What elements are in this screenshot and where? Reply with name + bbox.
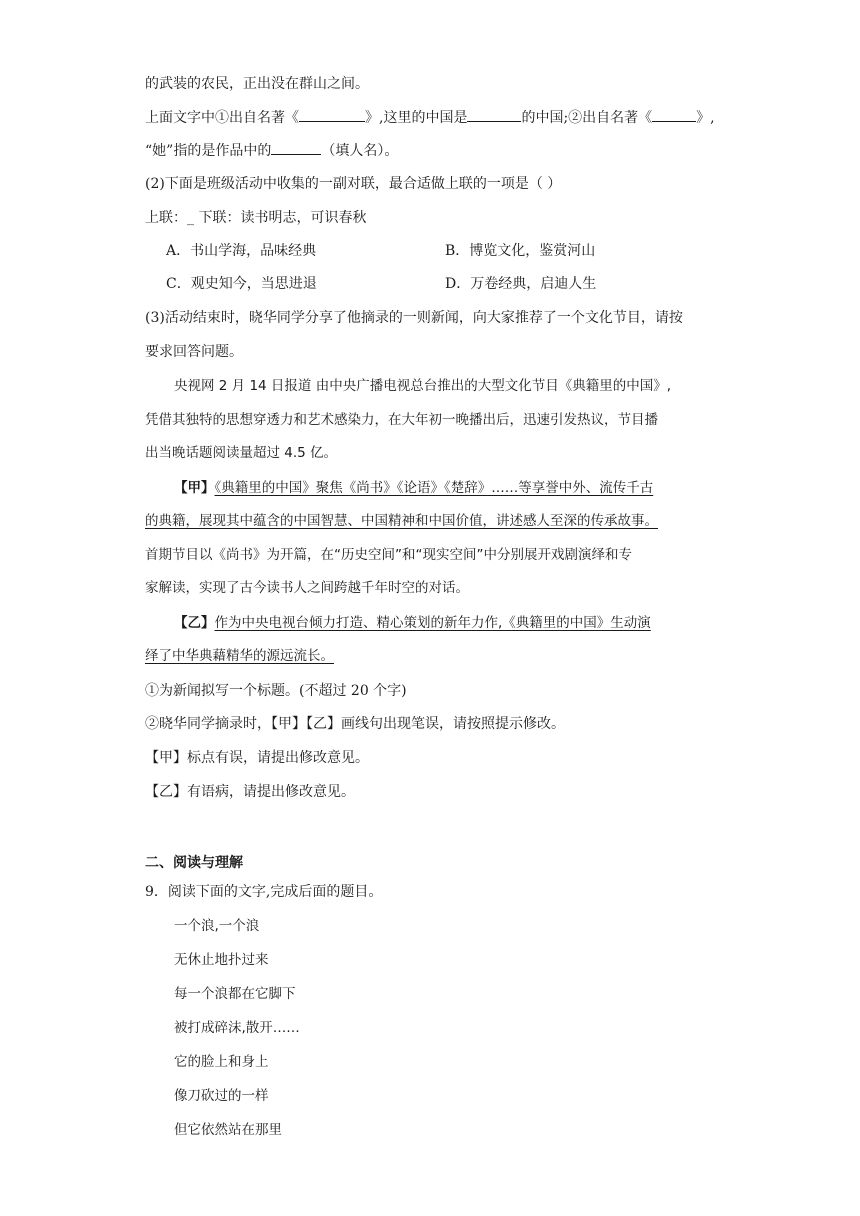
books-text-4: 》, [696, 110, 715, 126]
option-a-letter: A． [166, 243, 191, 259]
option-a-text: 书山学海，品味经典 [190, 243, 317, 259]
option-c-letter: C． [166, 276, 191, 292]
option-b-text: 博览文化，鉴赏河山 [469, 243, 596, 259]
news-line2: 凭借其独特的思想穿透力和艺术感染力，在大年初一晚播出后，迅速引发热议，节目播 [145, 412, 658, 428]
q3-stem-line1: (3)活动结束时，晓华同学分享了他摘录的一则新闻，向大家推荐了一个文化节目，请按 [145, 310, 683, 326]
books-text-2: 》,这里的中国是 [365, 110, 468, 126]
blank-character-name[interactable] [271, 140, 321, 155]
sub-question-2: ②晓华同学摘录时，【甲】【乙】画线句出现笔误，请按照提示修改。 [145, 716, 565, 732]
news-line5: 家解读，实现了古今读书人之间跨越千年时空的对话。 [145, 580, 469, 596]
books-text-5: “她”指的是作品中的 [145, 143, 272, 159]
news-yi-line2: 绎了中华典藉精华的源远流长。 [145, 648, 334, 664]
option-c-text: 观史知今，当思进退 [190, 276, 317, 292]
q2-couplet: 上联：_ 下联：读书明志，可识春秋 [145, 210, 367, 226]
poem-line-3: 每一个浪都在它脚下 [174, 986, 296, 1002]
poem-line-2: 无休止地扑过来 [174, 952, 269, 968]
option-d-text: 万卷经典，启迪人生 [470, 276, 597, 292]
section-heading: 二、阅读与理解 [145, 855, 243, 871]
question-books-line1 [145, 107, 715, 128]
option-b-letter: B． [445, 243, 470, 259]
blank-book-1[interactable] [299, 107, 365, 122]
blank-china-type[interactable] [467, 107, 521, 122]
sub-question-jia: 【甲】标点有误，请提出修改意见。 [145, 750, 369, 766]
news-line3: 出当晚话题阅读量超过 4.5 亿。 [145, 445, 338, 461]
option-d-letter: D． [445, 276, 471, 292]
q9-stem: 9．阅读下面的文字,完成后面的题目。 [145, 884, 383, 900]
books-text-3: 的中国;②出自名著《 [521, 110, 653, 126]
news-jia-line1 [174, 478, 653, 498]
poem-line-6: 像刀砍过的一样 [174, 1088, 269, 1104]
option-d[interactable] [445, 274, 596, 294]
option-a[interactable] [166, 241, 316, 261]
question-books-line2 [145, 140, 398, 161]
option-b[interactable] [445, 241, 595, 261]
news-yi-line1 [174, 613, 651, 633]
jia-tag: 【甲】 [174, 480, 215, 496]
news-jia-line2: 的典籍，展现其中蕴含的中国智慧、中国精神和中国价值，讲述感人至深的传承故事。 [145, 513, 658, 529]
poem-line-5: 它的脸上和身上 [174, 1054, 269, 1070]
news-line1: 央视网 2 月 14 日报道 由中央广播电视总台推出的大型文化节目《典籍里的中国》, [174, 378, 672, 394]
passage-tail: 的武装的农民，正出没在群山之间。 [145, 76, 369, 92]
sub-question-1: ①为新闻拟写一个标题。(不超过 20 个字) [145, 683, 407, 699]
news-line4: 首期节目以《尚书》为开篇，在“历史空间”和“现实空间”中分别展开戏剧演绎和专 [145, 547, 632, 563]
q3-stem-line2: 要求回答问题。 [145, 344, 243, 360]
blank-book-2[interactable] [652, 107, 696, 122]
q2-stem: (2)下面是班级活动中收集的一副对联，最合适做上联的一项是（ ） [145, 176, 562, 192]
books-text-1: 上面文字中①出自名著《 [145, 110, 299, 126]
sub-question-yi: 【乙】有语病，请提出修改意见。 [145, 784, 355, 800]
option-c[interactable] [166, 274, 317, 294]
jia-underlined-1: 《典籍里的中国》聚焦《尚书》《论语》《楚辞》……等享誉中外、流传千古 [214, 480, 654, 496]
poem-line-1: 一个浪,一个浪 [174, 918, 260, 934]
yi-tag: 【乙】 [174, 615, 215, 631]
yi-underlined-1: 作为中央电视台倾力打造、精心策划的新年力作,《典籍里的中国》生动演 [214, 615, 651, 631]
poem-line-4: 被打成碎沫,散开…… [174, 1020, 300, 1036]
poem-line-7: 但它依然站在那里 [174, 1122, 282, 1138]
books-text-6: （填人名）。 [321, 143, 399, 159]
